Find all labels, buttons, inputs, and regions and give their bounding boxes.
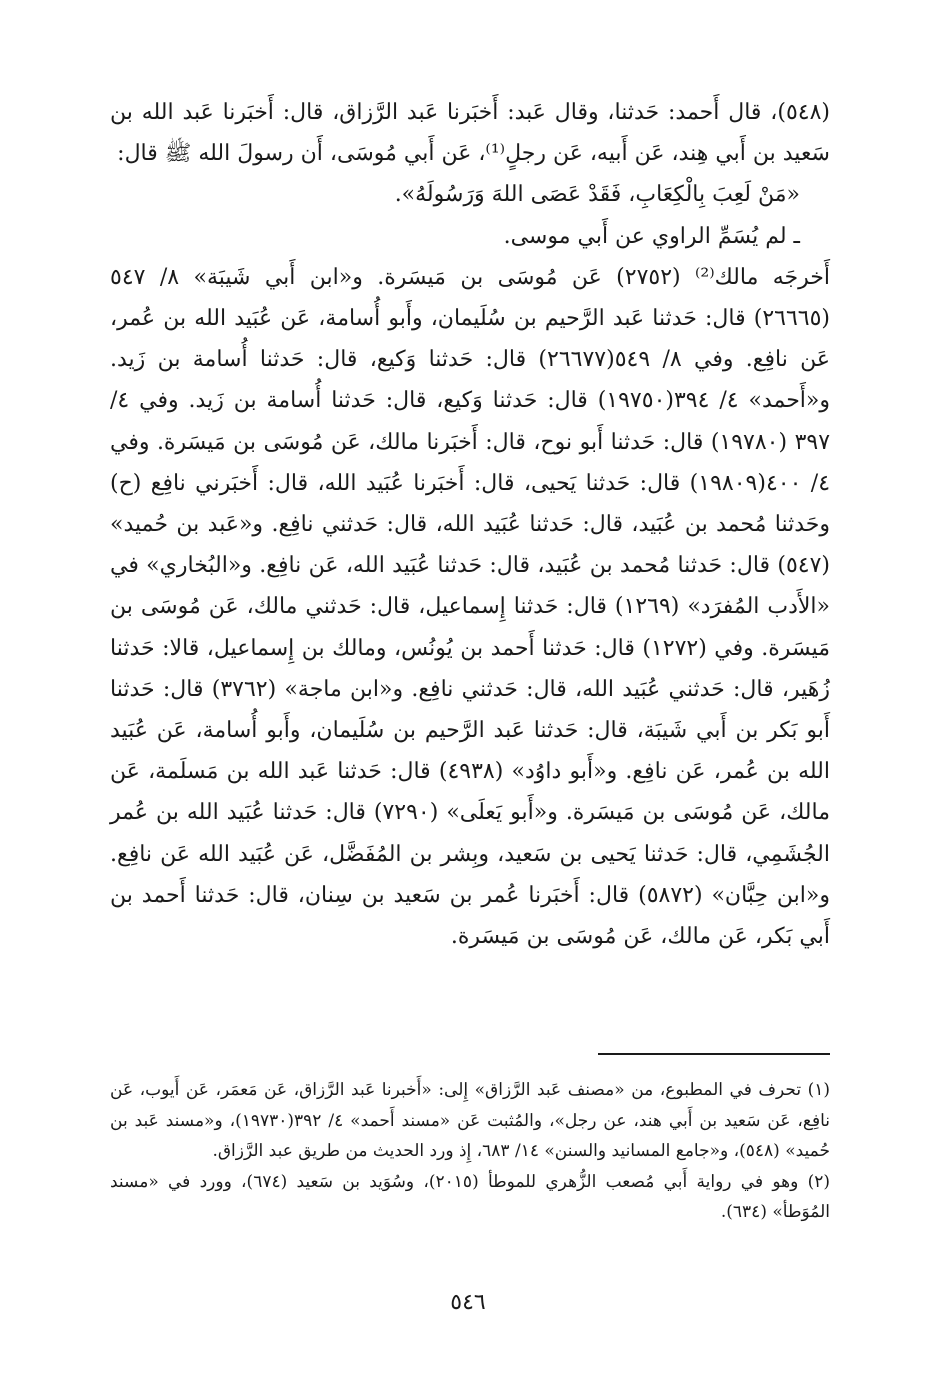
narrator-note: ـ لم يُسَمِّ الراوي عن أَبي موسى.: [503, 223, 800, 249]
footnote-divider: [598, 1053, 830, 1055]
footnotes: [110, 1075, 830, 1228]
hadith-matn-quote: «مَنْ لَعِبَ بِالْكِعَابِ، فَقَدْ عَصَى اللهَ وَرَسُولَهُ».: [394, 182, 800, 208]
main-text: [110, 92, 830, 957]
footnote-2: (٢) وهو في رواية أَبي مُصعب الزُّهري للموطأ (٢٠١٥)، وسُوَيد بن سَعيد (٦٧٤)، وورد في «مسند المُوَطأ» (٦٣٤).: [110, 1171, 830, 1222]
hadith-isnad-paragraph: (٥٤٨)، قال أَحمد: حَدثنا، وقال عَبد: أَخبَرنا عَبد الرَّزاق، قال: أَخبَرنا عَبد الله بن سَعيد بن أَبي هِند، عَن أَبيه، عَن رجلٍ⁽¹⁾، عَن أَبي مُوسَى، أَن رسولَ الله ﷺ قال:: [110, 100, 830, 167]
takhrij-paragraph: أَخرجَه مالك⁽²⁾ (٢٧٥٢) عَن مُوسَى بن مَيسَرة. و«ابن أَبي شَيبَة» ٨/ ٥٤٧ (٢٦٦٦٥) قال: حَدثنا عَبد الرَّحيم بن سُلَيمان، وأَبو أُسامة، عَن عُبَيد الله بن عُمر، عَن نافِع. وفي ٨/ ٥٤٩(٢٦٦٧٧) قال: حَدثنا وَكيع، قال: حَدثنا أُسامة بن زَيد. و«أَحمد» ٤/ ٣٩٤(١٩٧٥٠) قال: حَدثنا وَكيع، قال: حَدثنا أُسامة بن زَيد. وفي ٤/ ٣٩٧ (١٩٧٨٠) قال: حَدثنا أَبو نوح، قال: أَخبَرنا مالك، عَن مُوسَى بن مَيسَرة. وفي ٤/ ٤٠٠(١٩٨٠٩) قال: حَدثنا يَحيى، قال: أَخبَرنا عُبَيد الله، قال: أَخبَرني نافِع (ح) وحَدثنا مُحمد بن عُبَيد، قال: حَدثنا عُبَيد الله، قال: حَدثني نافِع. و«عَبد بن حُميد» (٥٤٧) قال: حَدثنا مُحمد بن عُبَيد، قال: حَدثنا عُبَيد الله، عَن نافِع. و«البُخاري» في «الأَدب المُفرَد» (١٢٦٩) قال: حَدثنا إِسماعيل، قال: حَدثني مالك، عَن مُوسَى بن مَيسَرة. وفي (١٢٧٢) قال: حَدثنا أَحمد بن يُونُس، ومالك بن إِسماعيل، قالا: حَدثنا زُهَير، قال: حَدثني عُبَيد الله، قال: حَدثني نافِع. و«ابن ماجة» (٣٧٦٢) قال: حَدثنا أَبو بَكر بن أَبي شَيبَة، قال: حَدثنا عَبد الرَّحيم بن سُلَيمان، وأَبو أُسامة، عَن عُبَيد الله بن عُمر، عَن نافِع. و«أَبو داوُد» (٤٩٣٨) قال: حَدثنا عَبد الله بن مَسلَمة، عَن مالك، عَن مُوسَى بن مَيسَرة. و«أَبو يَعلَى» (٧٢٩٠) قال: حَدثنا عُبَيد الله بن عُمر الجُشَمِي، قال: حَدثنا يَحيى بن سَعيد، وبِشر بن المُفَضَّل، عَن عُبَيد الله عَن نافِع. و«ابن حِبَّان» (٥٨٧٢) قال: أَخبَرنا عُمر بن سَعيد بن سِنان، قال: حَدثنا أَحمد بن أَبي بَكر، عَن مالك، عَن مُوسَى بن مَيسَرة.: [110, 264, 831, 950]
page-number: ٥٤٦: [450, 1290, 486, 1315]
footnote-1: (١) تحرف في المطبوع، من «مصنف عَبد الرَّزاق» إِلى: «أَخبرنا عَبد الرَّزاق، عَن مَعمَر، عَن أَيوب، عَن نافِع، عَن سَعيد بن أَبي هند، عن رجل»، والمُثبت عَن «مسند أَحمد» ٤/ ٣٩٢(١٩٧٣٠)، و«مسند عَبد بن حُميد» (٥٤٨)، و«جامع المسانيد والسنن» ١٤/ ٦٨٣، إِذ ورد الحديث من طريق عبد الرَّزاق.: [110, 1080, 830, 1161]
